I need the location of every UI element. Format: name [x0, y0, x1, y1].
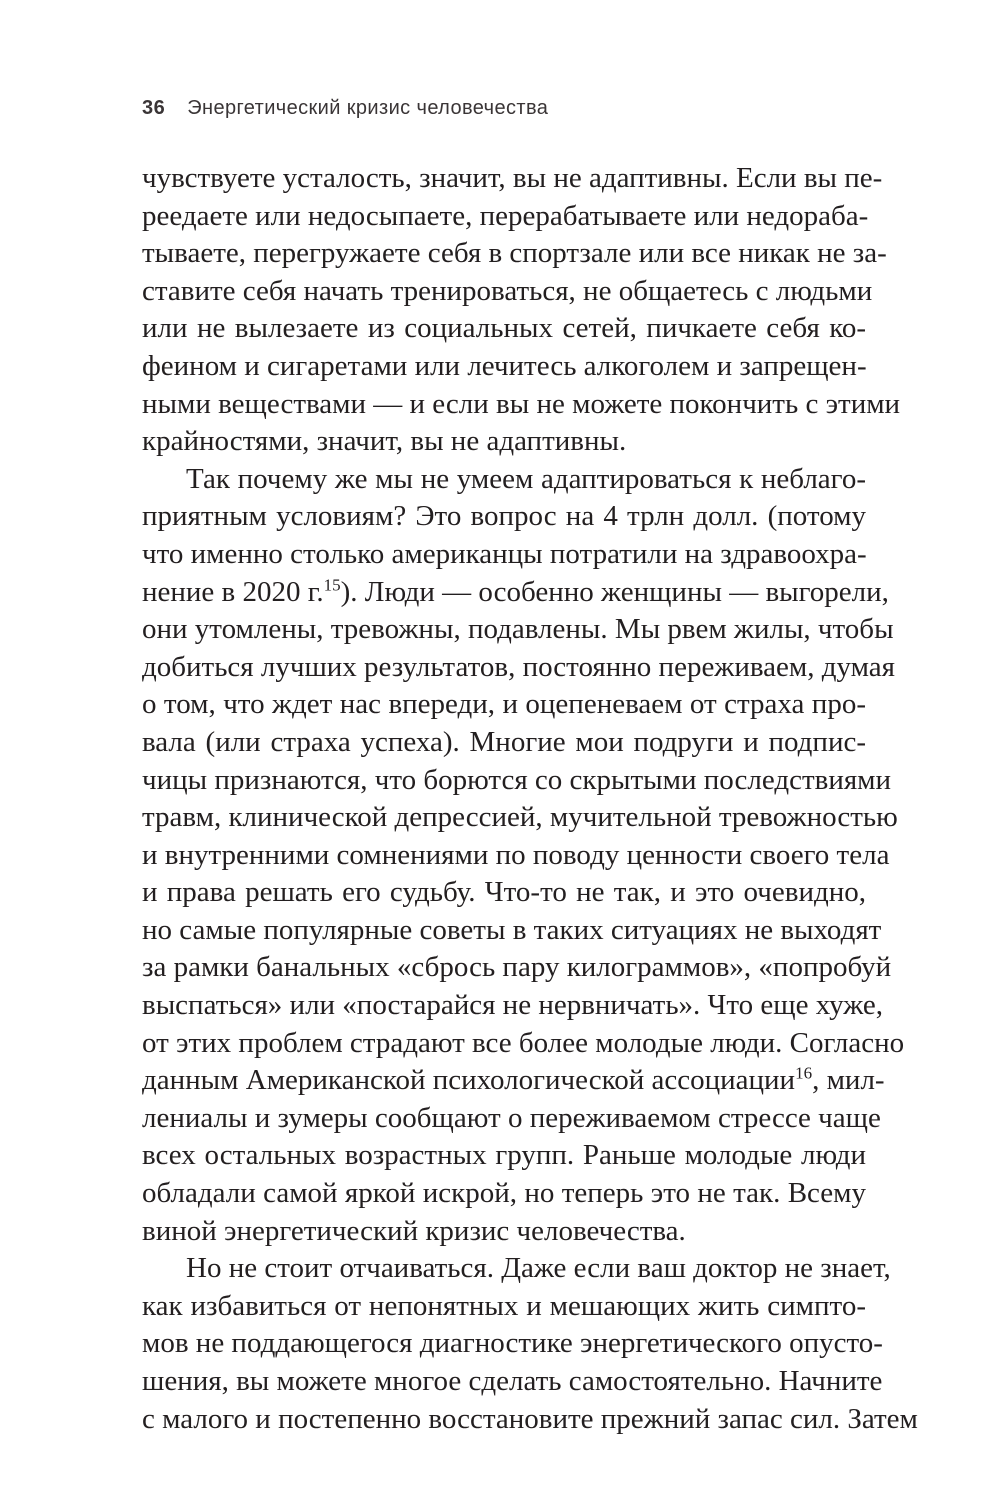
- text-line: или не вылезаете из социальных сетей, пичкаете себя ко-: [142, 312, 866, 345]
- text-line: крайностями, значит, вы не адаптивны.: [142, 425, 627, 458]
- text-line: как избавиться от непонятных и мешающих жить симпто-: [142, 1289, 866, 1322]
- text-line: вала (или страха успеха). Многие мои подруги и подпис-: [142, 725, 866, 758]
- text-line: выспаться» или «постарайся не нервничать». Что еще хуже,: [142, 989, 884, 1022]
- text-line: Но не стоит отчаиваться. Даже если ваш доктор не знает,: [186, 1252, 891, 1285]
- text-line: что именно столько американцы потратили на здравоохра-: [142, 537, 867, 570]
- text-fragment: , мил-: [812, 1064, 885, 1097]
- text-line: о том, что ждет нас впереди, и оцепеневаем от страха про-: [142, 688, 866, 721]
- text-line: реедаете или недосыпаете, перерабатываете или недораба-: [142, 199, 869, 232]
- body-text: [142, 160, 918, 1438]
- running-title: Энергетический кризис человечества: [187, 97, 549, 119]
- text-fragment: ). Люди — особенно женщины — выгорели,: [340, 575, 889, 608]
- text-line: мов не поддающегося диагностике энергетического опусто-: [142, 1327, 883, 1360]
- running-header: [142, 91, 862, 125]
- page-number: 36: [142, 97, 166, 119]
- text-fragment: данным Американской психологической ассоциации: [142, 1064, 796, 1097]
- text-line: феином и сигаретами или лечитесь алкоголем и запрещен-: [142, 349, 867, 382]
- paragraph: [142, 160, 901, 461]
- text-line: ными веществами — и если вы не можете покончить с этими: [142, 387, 901, 420]
- footnote-ref: 16: [795, 1063, 813, 1083]
- text-line: шения, вы можете многое сделать самостоятельно. Начните: [142, 1365, 883, 1397]
- paragraph: [142, 461, 905, 1250]
- text-line: и права решать его судьбу. Что-то не так, и это очевидно,: [142, 876, 866, 909]
- text-line: травм, клинической депрессией, мучительной тревожностью: [142, 801, 898, 834]
- text-line: и внутренними сомнениями по поводу ценности своего тела: [142, 838, 890, 871]
- text-line: виной энергетический кризис человечества.: [142, 1214, 686, 1247]
- footnote-ref: 15: [323, 574, 341, 594]
- text-line: всех остальных возрастных групп. Раньше молодые люди: [142, 1139, 866, 1172]
- text-line: они утомлены, тревожны, подавлены. Мы рвем жилы, чтобы: [142, 613, 894, 646]
- text-line: [142, 1062, 885, 1100]
- text-line: за рамки банальных «сбрось пару килограммов», «попробуй: [142, 951, 892, 984]
- text-line: но самые популярные советы в таких ситуациях не выходят: [142, 913, 882, 946]
- text-line: от этих проблем страдают все более молодые люди. Согласно: [142, 1026, 905, 1059]
- text-line: с малого и постепенно восстановите прежний запас сил. Затем: [142, 1402, 918, 1435]
- text-line: [142, 574, 889, 612]
- text-line: добиться лучших результатов, постоянно переживаем, думая: [142, 650, 896, 683]
- paragraph: [142, 1250, 918, 1438]
- text-line: тываете, перегружаете себя в спортзале или все никак не за-: [142, 237, 887, 270]
- text-line: чувствуете усталость, значит, вы не адаптивны. Если вы пе-: [142, 162, 883, 194]
- text-fragment: нение в 2020 г.: [142, 575, 324, 608]
- text-line: обладали самой яркой искрой, но теперь это не так. Всему: [142, 1177, 866, 1210]
- text-line: чицы признаются, что борются со скрытыми последствиями: [142, 763, 892, 796]
- text-line: лениалы и зумеры сообщают о переживаемом стрессе чаще: [142, 1101, 881, 1134]
- text-line: ставите себя начать тренироваться, не общаетесь с людьми: [142, 274, 873, 307]
- text-line: приятным условиям? Это вопрос на 4 трлн долл. (потому: [142, 500, 866, 533]
- text-line: Так почему же мы не умеем адаптироваться к неблаго-: [186, 462, 866, 495]
